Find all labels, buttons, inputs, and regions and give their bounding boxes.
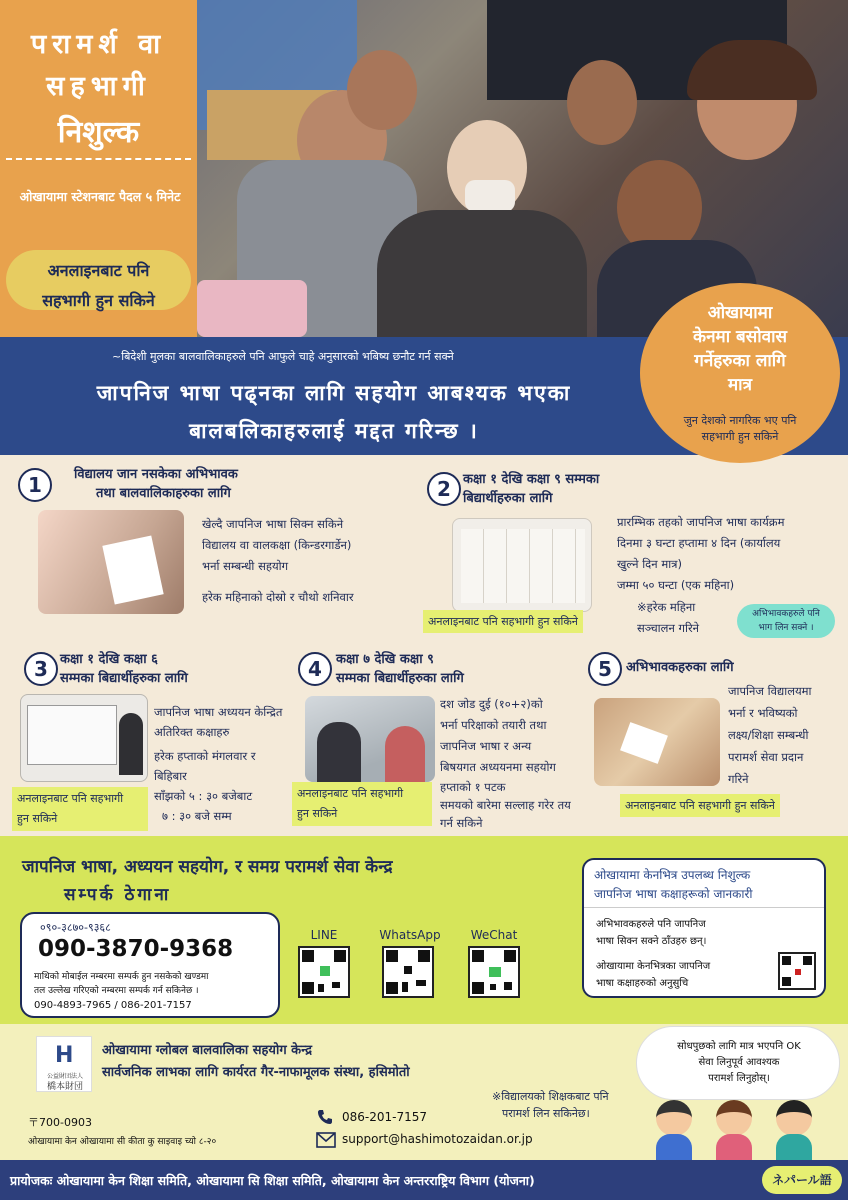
picture-card (102, 535, 163, 604)
program-5-online-tag: अनलाइनबाट पनि सहभागी हुन सकिने (620, 794, 780, 817)
program-1-photo (38, 510, 184, 614)
title-line-1: परामर्श वा (30, 29, 167, 60)
program-4-title (336, 650, 566, 688)
program-3-title (60, 650, 290, 688)
email-link[interactable]: support@hashimotozaidan.or.jp (342, 1132, 533, 1146)
school-note (492, 1088, 662, 1122)
program-2-line-1: प्रारम्भिक तहको जापनिज भाषा कार्यक्रम (617, 515, 785, 529)
program-2-photo (452, 518, 592, 612)
foundation-logo (36, 1036, 92, 1092)
school-note-2: परामर्श लिन सकिनेछ। (502, 1107, 590, 1120)
program-1-line-2: विद्यालय वा वालकक्षा (किन्डरगार्डेन) (202, 538, 352, 552)
program-1-line-1: खेल्दै जापनिज भाषा सिक्न सकिने (202, 517, 344, 531)
eligibility-badge (640, 283, 840, 463)
info-schedule (596, 958, 766, 992)
face-mask (465, 180, 515, 212)
program-3-line-2: अतिरिक्त कक्षाहरु (154, 725, 230, 739)
eligibility-line-1: ओखायामा (707, 303, 773, 323)
student (385, 726, 425, 782)
program-2-title-1: कक्षा १ देखि कक्षा ९ सम्मका (463, 472, 600, 487)
info-line-4: भाषा कक्षाहरुको अनुसुचि (596, 978, 689, 989)
program-5-title: अभिभावकहरुका लागि (626, 660, 734, 675)
schedule-qr-code[interactable] (778, 952, 816, 990)
phone-number[interactable]: 090-3870-9368 (38, 936, 234, 962)
banner-subtitle: ~बिदेशी मुलका बालवालिकाहरुले पनि आफुले चाहे अनुसारको भबिष्य छनौट गर्न सक्ने (112, 350, 454, 363)
program-number-4: 4 (298, 652, 332, 686)
footer-bar (0, 1160, 848, 1200)
mail-icon (316, 1132, 336, 1148)
classes-info-card (582, 858, 826, 998)
sponsors-text: प्रायोजकः ओखायामा केन शिक्षा समिति, ओखायामा सि शिक्षा समिति, ओखायामा केन अन्तरराष्ट्रिय विभाग (योजना) (10, 1173, 535, 1188)
program-4-line-4: बिषयगत अध्ययनमा सहयोग (440, 760, 556, 774)
teacher (119, 713, 143, 775)
whiteboard (27, 705, 117, 765)
bubble-line-1: सोधपुछको लागि मात्र भएपनि OK (677, 1041, 801, 1052)
program-5-photo (594, 698, 720, 786)
contact-section (0, 836, 848, 1024)
whatsapp-label: WhatsApp (379, 928, 441, 942)
program-3-online-tag (12, 787, 148, 831)
speech-bubble-text (637, 1039, 841, 1087)
online-line-1: अनलाइनबाट पनि (47, 261, 150, 280)
school-note-1: ※विद्यालयको शिक्षकबाट पनि (492, 1090, 609, 1103)
program-4-line-5: हप्ताको १ पटक (440, 780, 506, 794)
program-4-line-6: समयको बारेमा सल्लाह गरेर तय (440, 798, 571, 812)
hiragana-chart (461, 529, 585, 603)
wechat-qr-code[interactable] (468, 946, 520, 998)
info-line-1: अभिभावकहरुले पनि जापनिज (596, 919, 706, 930)
program-4-line-2: भर्ना परिक्षाको तयारी तथा (440, 718, 547, 732)
phone-icon (316, 1108, 334, 1126)
child-illustration-icon (712, 1100, 756, 1160)
title-line-3: निशुल्क (57, 115, 140, 150)
program-4-online-1: अनलाइनबाट पनि सहभागी (297, 787, 404, 800)
alt-note-2: तल उल्लेख गरिएको नम्बरमा सम्पर्क गर्न सकिनेछ । (34, 986, 199, 996)
program-number-3: 3 (24, 652, 58, 686)
child-illustration-icon (652, 1100, 696, 1160)
program-1-title (74, 465, 354, 503)
alt-phones[interactable]: 090-4893-7965 / 086-201-7157 (34, 1000, 192, 1011)
line-label: LINE (310, 928, 338, 942)
info-title (594, 866, 820, 904)
child-illustration-icon (772, 1100, 816, 1160)
program-3-online-2: हुन सकिने (17, 812, 58, 825)
parents-tag-2: भाग लिन सक्ने । (758, 623, 814, 633)
program-2-line-4: जम्मा ५० घन्टा (एक महिना) (617, 578, 735, 592)
program-4-online-tag (292, 782, 432, 826)
online-label (0, 256, 197, 316)
paper (620, 722, 668, 764)
program-5-line-3: लक्ष्य/शिक्षा सम्बन्धी (728, 728, 809, 742)
whatsapp-qr-code[interactable] (382, 946, 434, 998)
eligibility-line-2: केनमा बसोवास (693, 327, 787, 347)
program-3-line-4: बिहिबार (154, 769, 187, 783)
organization-section (0, 1024, 848, 1160)
program-3-line-6: ७ : ३० बजे सम्म (162, 809, 232, 823)
info-line-2: भाषा सिक्न सक्ने ठाँउहरु छन्। (596, 936, 707, 947)
title-panel (0, 0, 197, 337)
info-title-2: जापनिज भाषा कक्षाहरूको जानकारी (594, 887, 753, 901)
program-3-line-1: जापनिज भाषा अध्ययन केन्द्रित (154, 705, 283, 719)
eligibility-note (640, 413, 840, 445)
eligibility-line-4: मात्र (728, 375, 752, 395)
eligibility-note-2: सहभागी हुन सकिने (701, 430, 779, 443)
program-2-line-5: ※हरेक महिना (637, 600, 696, 614)
program-5-line-2: भर्ना र भविष्यको (728, 706, 798, 720)
student (317, 722, 361, 782)
program-3-photo (20, 694, 148, 782)
divider (6, 158, 191, 160)
program-number-2: 2 (427, 472, 461, 506)
program-3-line-3: हरेक हप्ताको मंगलवार र (154, 749, 256, 763)
program-2-details (617, 512, 845, 596)
program-4-photo (305, 696, 435, 782)
phone-nepali: ०९०-३८७०-९३६८ (40, 921, 111, 934)
child-face (567, 60, 637, 145)
program-1-line-3: भर्ना सम्बन्धी सहयोग (202, 559, 289, 573)
alt-note-1: माथिको मोबाईल नम्बरमा सम्पर्क हुन नसकेको खण्डमा (34, 972, 209, 982)
program-number-5: 5 (588, 652, 622, 686)
headline-line-2: बालबलिकाहरुलाई मद्दत गरिन्छ । (189, 419, 479, 443)
program-4-line-3: जापनिज भाषा र अन्य (440, 739, 532, 753)
program-2-frequency (637, 597, 737, 639)
program-1-line-4: हरेक महिनाको दोस्रो र चौथो शनिवार (202, 590, 354, 604)
logo-text-2: 橋本財団 (46, 1082, 83, 1092)
child-face (347, 50, 417, 130)
address: ओखायामा केन ओखायामा सी कीता कु साइवाइ च्यो ८-२० (28, 1137, 217, 1147)
program-5-line-4: परामर्श सेवा प्रदान (728, 750, 804, 764)
phone-alt-note (34, 970, 274, 998)
program-2-online-tag: अनलाइनबाट पनि सहभागी हुन सकिने (423, 610, 583, 633)
speech-bubble (636, 1026, 840, 1100)
program-5-line-1: जापनिज विद्यालयमा (728, 684, 812, 698)
parents-tag-1: अभिभावकहरुले पनि (752, 609, 820, 619)
program-4-details (440, 694, 620, 832)
eligibility-line-3: गर्नेहरुका लागि (694, 351, 786, 371)
online-line-2: सहभागी हुन सकिने (42, 291, 155, 310)
program-2-line-2: दिनमा ३ घन्टा हप्तामा ४ दिन (कार्यालय (617, 536, 781, 550)
program-4-online-2: हुन सकिने (297, 807, 338, 820)
info-line-3: ओखायामा केनभित्रका जापनिज (596, 961, 711, 972)
program-3-title-2: सम्मका बिद्यार्थीहरुका लागि (60, 671, 188, 686)
program-number-1: 1 (18, 468, 52, 502)
eligibility-text (640, 301, 840, 397)
program-3-online-1: अनलाइनबाट पनि सहभागी (17, 792, 124, 805)
program-2-line-6: सञ्चालन गरिने (637, 621, 700, 635)
bubble-line-3: परामर्श लिनुहोस्। (708, 1073, 770, 1084)
info-title-1: ओखायामा केनभित्र उपलब्ध निशुल्क (594, 868, 751, 882)
title-line-2: सहभागी (46, 71, 151, 102)
line-qr-code[interactable] (298, 946, 350, 998)
phone-card (20, 912, 280, 1018)
info-body (596, 916, 796, 950)
logo-mark-icon: H (55, 1043, 74, 1068)
program-4-line-7: गर्न सकिने (440, 816, 483, 830)
tel-number[interactable]: 086-201-7157 (342, 1110, 428, 1124)
wechat-label: WeChat (470, 928, 518, 942)
contact-heading-2: सम्पर्क ठेगाना (64, 885, 172, 905)
program-3-line-5: साँझको ५ : ३० बजेबाट (154, 789, 253, 803)
program-2-title-2: बिद्यार्थीहरुका लागि (463, 491, 553, 506)
program-5-line-5: गरिने (728, 772, 749, 786)
program-4-line-1: दश जोड दुई (१०+२)को (440, 697, 543, 711)
pink-bag (197, 280, 307, 337)
program-5-details (728, 680, 846, 790)
program-2-title (463, 470, 723, 508)
program-4-title-1: कक्षा ७ देखि कक्षा ९ (336, 652, 434, 667)
teacher-body (377, 210, 587, 337)
headline-line-1: जापनिज भाषा पढ्नका लागि सहयोग आबश्यक भएका (96, 381, 572, 405)
program-1-title-1: विद्यालय जान नसकेका अभिभावक (74, 467, 238, 482)
language-badge: ネパール語 (762, 1166, 842, 1194)
eligibility-note-1: जुन देशको नागरिक भए पनि (683, 414, 797, 427)
program-1-title-2: तथा बालवालिकाहरुका लागि (96, 486, 231, 501)
program-3-details (154, 702, 304, 826)
program-2-line-3: खुल्ने दिन मात्र) (617, 557, 683, 571)
program-4-title-2: सम्मका बिद्यार्थीहरुका लागि (336, 671, 464, 686)
postal-code: 〒700-0903 (28, 1116, 92, 1129)
org-name-2: सार्वजनिक लाभका लागि कार्यरत गैर-नाफामूलक संस्था, हसिमोतो (102, 1065, 410, 1080)
bubble-line-2: सेवा लिनुपूर्व आवश्यक (698, 1057, 780, 1068)
program-3-title-1: कक्षा १ देखि कक्षा ६ (60, 652, 158, 667)
program-1-details (202, 514, 432, 608)
location-text: ओखायामा स्टेशनबाट पैदल ५ मिनेट (19, 189, 181, 204)
org-name-1: ओखायामा ग्लोबल बालवालिका सहयोग केन्द्र (102, 1043, 313, 1058)
parents-tag (737, 604, 835, 638)
contact-heading-1: जापनिज भाषा, अध्ययन सहयोग, र समग्र परामर्श सेवा केन्द्र (22, 857, 393, 877)
logo-text-1: 公益財団法人 (46, 1073, 83, 1080)
